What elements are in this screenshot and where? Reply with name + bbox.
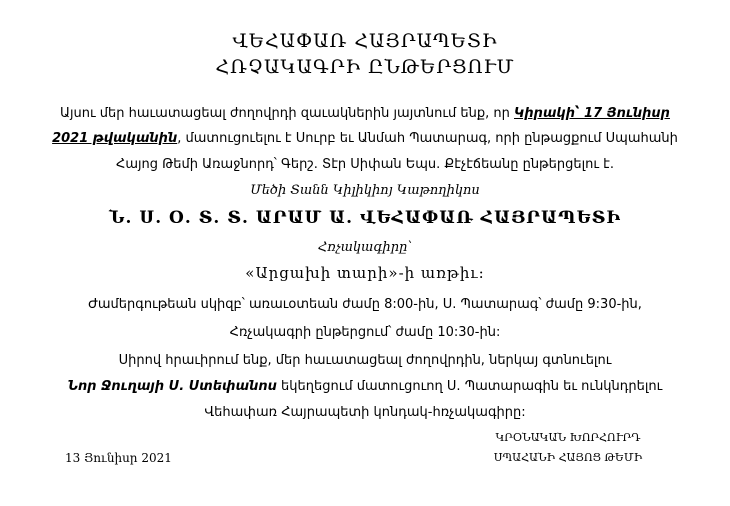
signature-line-2: ՍՊԱՀԱՆԻ ՀԱՅՈՑ ԹԵՄԻ <box>493 451 643 464</box>
paragraph-1-line-2 <box>0 131 730 146</box>
p1-l1-date: Կիրակի՝ 17 Յունիսր <box>514 106 670 121</box>
paragraph-1-line-1 <box>0 106 730 121</box>
p1-l2-year: 2021 թվականին <box>52 131 178 146</box>
paragraph-2-line-2: Հռչակագրի ընթերցում՝ ժամը 10:30-ին: <box>229 325 501 340</box>
paragraph-2-line-5: Վեհափառ Հայրապետի կոնդակ-հռչակագիրը: <box>204 405 526 420</box>
decorative-line: Մեծի Տանն Կիլիկիոյ Կաթողիկոս <box>250 183 480 198</box>
p1-l1-text: Այսու մեր հաւատացեալ ժողովրդի զաւակներին յայտնում ենք, որ <box>60 106 515 121</box>
paragraph-2-line-4 <box>0 379 730 394</box>
signature-line-1: ԿՐՕՆԱԿԱՆ ԽՈՐՀՈՒՐԴ <box>495 431 641 444</box>
paragraph-1-line-3: Հայոց Թեմի Առաջնորդ՝ Գերշ. Տէր Սիփան Եպս. Քէչէճեանը ընթերցելու է. <box>116 157 614 172</box>
paragraph-2-line-3: Սիրով հրաւիրում ենք, մեր հաւատացեալ ժողովրդին, ներկայ գտնուելու <box>118 353 612 368</box>
date-text: 13 Յունիսր 2021 <box>65 451 172 465</box>
p2-l4-text: եկեղեցում մատուցուող Ս. Պատարագին եւ ունկնդրելու <box>276 379 663 394</box>
paragraph-2-line-1: Ժամերգութեան սկիզբ՝ առաւօտեան ժամը 8:00-ին, Ս. Պատարագ՝ ժամը 9:30-ին, <box>88 297 642 312</box>
decorative-line-2: Հռչակագիրը՝ <box>317 240 413 255</box>
title-line-1: ՎԵՀԱՓԱՌ ՀԱՅՐԱՊԵՏԻ <box>232 30 498 52</box>
title-line-2: ՀՌՉԱԿԱԳՐԻ ԸՆԹԵՐՑՈՒՄ <box>215 56 515 78</box>
church-name: Նոր Ջուղայի Ս. Ստեփանոս <box>67 379 277 394</box>
catholicos-heading: Ն. Ս. Օ. Տ. Տ. ԱՐԱՄ Ա. ՎԵՀԱՓԱՌ ՀԱՅՐԱՊԵՏԻ <box>109 208 621 228</box>
p1-l2-text: , մատուցուելու է Սուրբ եւ Անմահ Պատարագ, որի ընթացքում Սպահանի <box>177 131 678 146</box>
artsakh-year-heading: «Արցախի տարի»-ի առթիւ: <box>245 264 485 282</box>
